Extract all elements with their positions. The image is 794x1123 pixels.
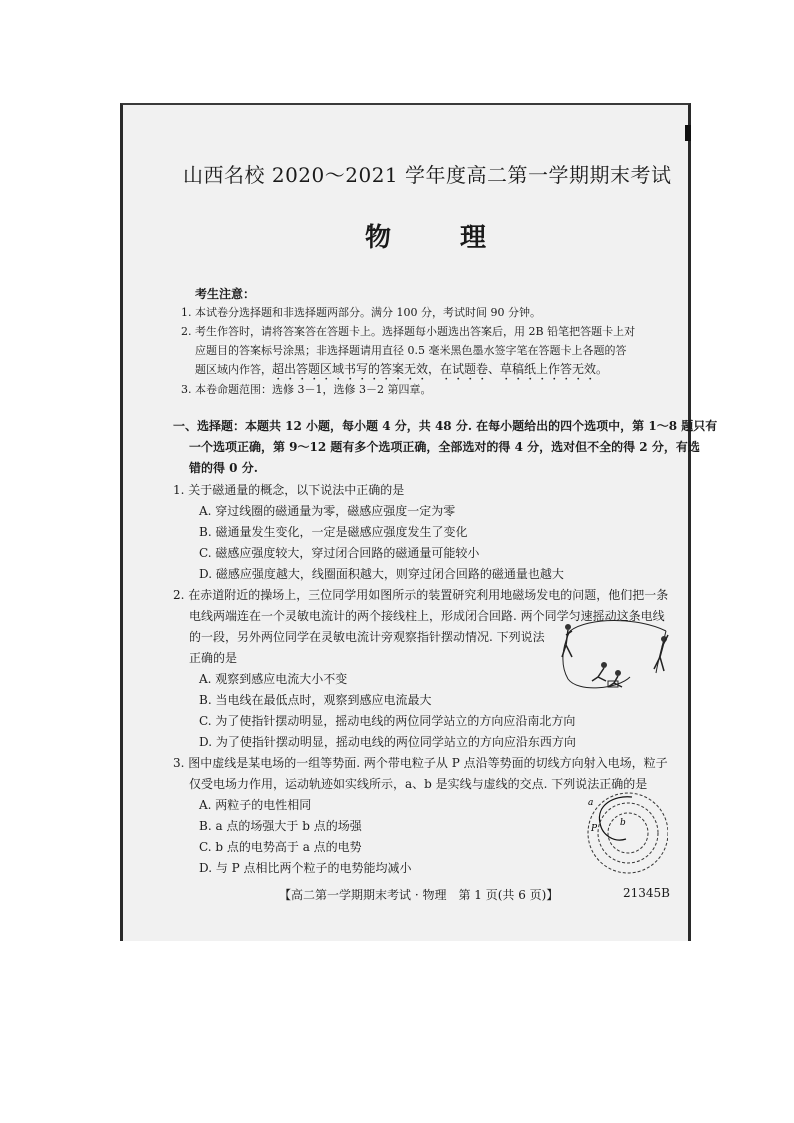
q2-stem-line-4: 正确的是	[189, 651, 238, 665]
q3-stem-line-2: 仅受电场力作用，运动轨迹如实线所示，a、b 是实线与虚线的交点. 下列说法正确的是	[189, 777, 648, 791]
subject-title: 物 理	[365, 223, 517, 253]
exam-code: 21345B	[623, 886, 670, 900]
notice-item-2-line-3-prefix: 题区域内作答，	[195, 363, 272, 376]
q3-option-d: D. 与 P 点相比两个粒子的电势能均减小	[199, 861, 412, 875]
section-1-line-2: 一个选项正确，第 9～12 题有多个选项正确，全部选对的得 4 分，选对但不全的得 2 分，有选	[189, 440, 700, 454]
q2-stem-line-2: 电线两端连在一个灵敏电流计的两个接线柱上，形成闭合回路. 两个同学匀速摇动这条电线	[189, 609, 665, 623]
q3-option-b: B. a 点的场强大于 b 点的场强	[199, 819, 362, 833]
q3-label-b: b	[620, 818, 626, 828]
section-1-line-1: 一、选择题：本题共 12 小题，每小题 4 分，共 48 分. 在每小题给出的四个选项中，第 1～8 题只有	[173, 419, 718, 433]
q3-label-a: a	[588, 798, 594, 808]
notice-item-2-line-2: 应题目的答案标号涂黑；非选择题请用直径 0.5 毫米黑色墨水签字笔在答题卡上各题的答	[195, 344, 627, 357]
q1-stem: 1. 关于磁通量的概念，以下说法中正确的是	[173, 483, 405, 497]
q2-wire-figure	[548, 617, 673, 697]
section-1-line-3: 错的得 0 分.	[189, 461, 258, 475]
notice-emphasis-text: 超出答题区域书写的答案无效，在试题卷、草稿纸上作答无效。	[272, 362, 609, 376]
q3-field-figure	[578, 785, 668, 875]
q2-stem-line-3: 的一段，另外两位同学在灵敏电流计旁观察指针摆动情况. 下列说法	[189, 630, 545, 644]
page-footer: 【高二第一学期期末考试 · 物理 第 1 页(共 6 页)】	[279, 888, 559, 902]
notice-item-2-line-1: 2. 考生作答时，请将答案答在答题卡上。选择题每小题选出答案后，用 2B 铅笔把答题卡上对	[181, 325, 636, 338]
q3-option-c: C. b 点的电势高于 a 点的电势	[199, 840, 362, 854]
scan-mark	[685, 125, 691, 141]
notice-item-3: 3. 本卷命题范围：选修 3－1，选修 3－2 第四章。	[181, 383, 432, 396]
q2-option-a: A. 观察到感应电流大小不变	[199, 672, 348, 686]
q3-option-a: A. 两粒子的电性相同	[199, 798, 312, 812]
q2-option-d: D. 为了使指针摆动明显，摇动电线的两位同学站立的方向应沿东西方向	[199, 735, 576, 749]
q3-label-p: P	[591, 824, 598, 834]
q2-option-b: B. 当电线在最低点时，观察到感应电流最大	[199, 693, 432, 707]
q1-option-b: B. 磁通量发生变化，一定是磁感应强度发生了变化	[199, 525, 468, 539]
exam-title: 山西名校 2020～2021 学年度高二第一学期期末考试	[183, 163, 672, 187]
q1-option-c: C. 磁感应强度较大，穿过闭合回路的磁通量可能较小	[199, 546, 480, 560]
exam-page	[120, 103, 718, 941]
q1-option-d: D. 磁感应强度越大，线圈面积越大，则穿过闭合回路的磁通量也越大	[199, 567, 564, 581]
q2-option-c: C. 为了使指针摆动明显，摇动电线的两位同学站立的方向应沿南北方向	[199, 714, 576, 728]
q2-stem-line-1: 2. 在赤道附近的操场上，三位同学用如图所示的装置研究利用地磁场发电的问题，他们把一条	[173, 588, 669, 602]
q1-option-a: A. 穿过线圈的磁通量为零，磁感应强度一定为零	[199, 504, 456, 518]
notice-heading: 考生注意：	[195, 287, 256, 301]
notice-item-1: 1. 本试卷分选择题和非选择题两部分。满分 100 分，考试时间 90 分钟。	[181, 306, 541, 319]
q3-stem-line-1: 3. 图中虚线是某电场的一组等势面. 两个带电粒子从 P 点沿等势面的切线方向射入电场，粒子	[173, 756, 668, 770]
